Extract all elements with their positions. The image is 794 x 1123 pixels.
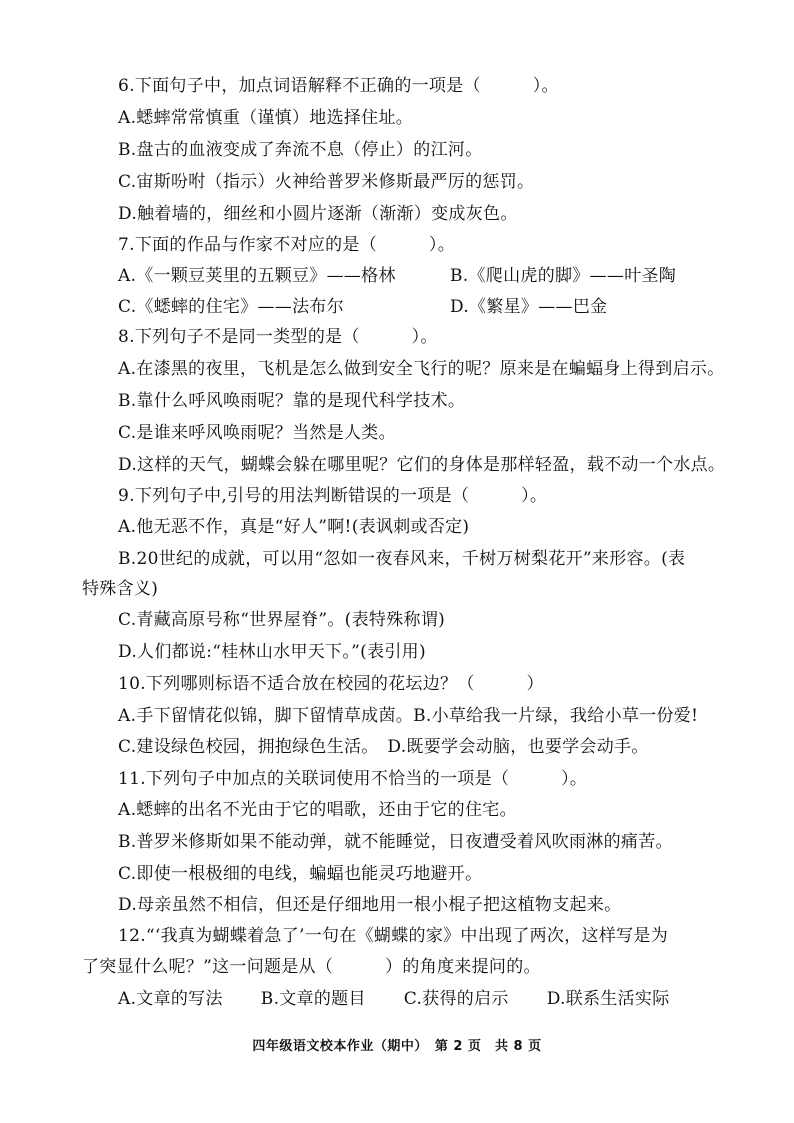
q11-option-a: A.蟋蟀的出名不光由于它的唱歌，还由于它的住宅。 (118, 800, 517, 820)
question-12-stem: 12.“‘我真为蝴蝶着急了’一句在《蝴蝶的家》中出现了两次，这样写是为 (118, 926, 669, 946)
question-12-stem-continued: 了突显什么呢？”这一问题是从（ ）的角度来提问的。 (82, 957, 541, 977)
page-footer: 四年级语文校本作业（期中） 第 2 页 共 8 页 (252, 1039, 542, 1054)
q7-option-a: A.《一颗豆荚里的五颗豆》——格林 (118, 266, 396, 286)
question-10-stem: 10.下列哪则标语不适合放在校园的花坛边？（ ） (118, 674, 544, 694)
question-8-stem: 8.下列句子不是同一类型的是（ ）。 (118, 327, 438, 347)
q7-option-d: D.《繁星》——巴金 (450, 297, 608, 317)
q9-option-d: D.人们都说:“桂林山水甲天下。”(表引用) (118, 642, 426, 662)
q12-option-a: A.文章的写法 (118, 989, 223, 1009)
question-6-stem: 6.下面句子中，加点词语解释不正确的一项是（ ）。 (118, 76, 559, 96)
q10-options-cd: C.建设绿色校园，拥抱绿色生活。 D.既要学会动脑，也要学会动手。 (118, 737, 649, 757)
question-11-stem: 11.下列句子中加点的关联词使用不恰当的一项是（ ）。 (118, 769, 588, 789)
q9-option-b: B.20世纪的成就，可以用“忽如一夜春风来，千树万树梨花开”来形容。(表 (118, 549, 686, 569)
q9-option-c: C.青藏高原号称“世界屋脊”。(表特殊称谓) (118, 610, 446, 630)
q11-option-d: D.母亲虽然不相信，但还是仔细地用一根小棍子把这植物支起来。 (118, 895, 622, 915)
q10-options-ab: A.手下留情花似锦，脚下留情草成茵。B.小草给我一片绿，我给小草一份爱! (118, 706, 699, 726)
q8-option-a: A.在漆黑的夜里，飞机是怎么做到安全飞行的呢？原来是在蝙蝠身上得到启示。 (118, 359, 725, 379)
q7-option-b: B.《爬山虎的脚》——叶圣陶 (450, 266, 677, 286)
q8-option-b: B.靠什么呼风唤雨呢？靠的是现代科学技术。 (118, 391, 466, 411)
q6-option-c: C.宙斯吩咐（指示）火神给普罗米修斯最严厉的惩罚。 (118, 172, 535, 192)
q12-option-c: C.获得的启示 (403, 989, 509, 1009)
q12-options (118, 987, 708, 1011)
q6-option-b: B.盘古的血液变成了奔流不息（停止）的江河。 (118, 140, 483, 160)
q12-option-d: D.联系生活实际 (546, 989, 670, 1009)
question-9-stem: 9.下列句子中,引号的用法判断错误的一项是（ ）。 (118, 486, 548, 506)
question-7-stem: 7.下面的作品与作家不对应的是（ ）。 (118, 235, 456, 255)
q12-option-b: B.文章的题目 (260, 989, 366, 1009)
q9-option-b-continued: 特殊含义) (82, 579, 159, 599)
q11-option-c: C.即使一根极细的电线，蝙蝠也能灵巧地避开。 (118, 864, 483, 884)
q6-option-a: A.蟋蟀常常慎重（谨慎）地选择住址。 (118, 108, 414, 128)
q8-option-c: C.是谁来呼风唤雨呢？当然是人类。 (118, 423, 396, 443)
q11-option-b: B.普罗米修斯如果不能动弹，就不能睡觉，日夜遭受着风吹雨淋的痛苦。 (118, 832, 673, 852)
q9-option-a: A.他无恶不作，真是“好人”啊!(表讽刺或否定) (118, 517, 470, 537)
q6-option-d: D.触着墙的，细丝和小圆片逐渐（渐渐）变成灰色。 (118, 204, 518, 224)
q8-option-d: D.这样的天气，蝴蝶会躲在哪里呢？它们的身体是那样轻盈，载不动一个水点。 (118, 455, 726, 475)
q7-option-c: C.《蟋蟀的住宅》——法布尔 (118, 297, 345, 317)
